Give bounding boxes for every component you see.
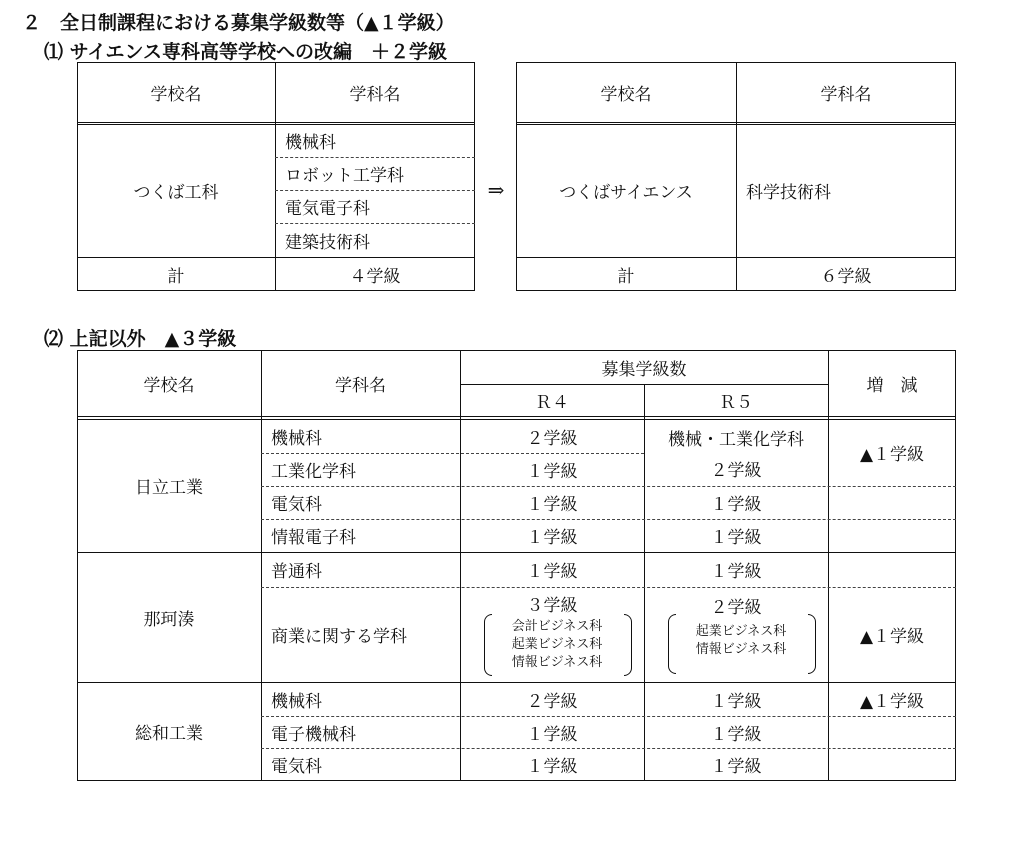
list-item: 起業ビジネス科 <box>695 624 787 639</box>
r4-value: ３学級 <box>526 595 578 616</box>
header-dept: 学科名 <box>820 84 872 105</box>
r4-value: ２学級 <box>526 428 578 449</box>
section-2-title: ⑵ 上記以外 ▲３学級 <box>44 328 237 350</box>
r5-merged-dept: 機械・工業化学科 <box>668 429 804 450</box>
list-item: 起業ビジネス科 <box>511 637 603 652</box>
school-name: 那珂湊 <box>143 609 195 630</box>
dept-name: 機械科 <box>285 133 336 153</box>
dept-name: 情報電子科 <box>271 528 356 548</box>
right-brace <box>624 614 632 676</box>
change-value: ▲１学級 <box>859 445 925 465</box>
header-count: 募集学級数 <box>601 359 687 380</box>
header-r5: Ｒ５ <box>719 392 753 413</box>
r5-value: １学級 <box>710 495 762 515</box>
dept-name: 機械科 <box>271 691 322 712</box>
dept-name: 機械科 <box>271 428 322 449</box>
total-label: 計 <box>167 266 185 287</box>
r4-value: １学級 <box>526 462 578 482</box>
dept-name: 電気電子科 <box>285 199 370 219</box>
header-dept: 学科名 <box>335 375 386 396</box>
r5-sub-list <box>674 623 808 659</box>
dept-name: 電気科 <box>271 495 322 515</box>
dept-name: ロボット工学科 <box>285 166 404 186</box>
list-item: 情報ビジネス科 <box>511 655 603 670</box>
total-value: ６学級 <box>820 266 872 287</box>
header-school: 学校名 <box>600 84 652 105</box>
header-dept: 学科名 <box>349 84 401 105</box>
r4-value: １学級 <box>526 757 578 777</box>
change-value: ▲１学級 <box>859 627 925 647</box>
school-name: つくばサイエンス <box>559 183 693 203</box>
dept-name: 電気科 <box>271 757 322 777</box>
dept-name: 電子機械科 <box>271 724 356 745</box>
r4-value: １学級 <box>526 562 578 582</box>
total-label: 計 <box>617 266 635 287</box>
header-school: 学校名 <box>150 84 202 105</box>
change-value: ▲１学級 <box>859 691 925 712</box>
dept-name: 建築技術科 <box>285 232 370 253</box>
arrow-icon: ⇒ <box>487 178 505 202</box>
list-item: 情報ビジネス科 <box>695 642 787 657</box>
school-name: 日立工業 <box>135 478 203 498</box>
list-item: 会計ビジネス科 <box>511 619 603 634</box>
header-r4: Ｒ４ <box>535 392 569 413</box>
main-heading: ２ 全日制課程における募集学級数等（▲１学級） <box>22 12 455 34</box>
r4-value: １学級 <box>526 724 578 745</box>
dept-name: 普通科 <box>271 562 322 582</box>
r5-value: １学級 <box>710 528 762 548</box>
section-1-title: ⑴ サイエンス専科高等学校への改編 ＋２学級 <box>44 41 447 63</box>
school-name: つくば工科 <box>133 183 219 203</box>
header-school: 学校名 <box>143 375 195 396</box>
r5-value: １学級 <box>710 757 762 777</box>
r5-value: １学級 <box>710 562 762 582</box>
r4-value: ２学級 <box>526 691 578 712</box>
r5-value: １学級 <box>710 691 762 712</box>
r5-value: ２学級 <box>710 597 762 618</box>
total-value: ４学級 <box>349 266 401 287</box>
r5-value: １学級 <box>710 724 762 745</box>
r4-value: １学級 <box>526 528 578 548</box>
dept-name: 工業化学科 <box>271 462 356 482</box>
r4-value: １学級 <box>526 495 578 515</box>
right-brace <box>808 614 816 674</box>
header-change: 増 減 <box>866 375 918 396</box>
dept-name: 科学技術科 <box>746 183 831 203</box>
r4-sub-list <box>490 618 624 672</box>
school-name: 総和工業 <box>135 724 203 744</box>
r5-value: ２学級 <box>710 461 762 481</box>
dept-name: 商業に関する学科 <box>271 627 407 647</box>
